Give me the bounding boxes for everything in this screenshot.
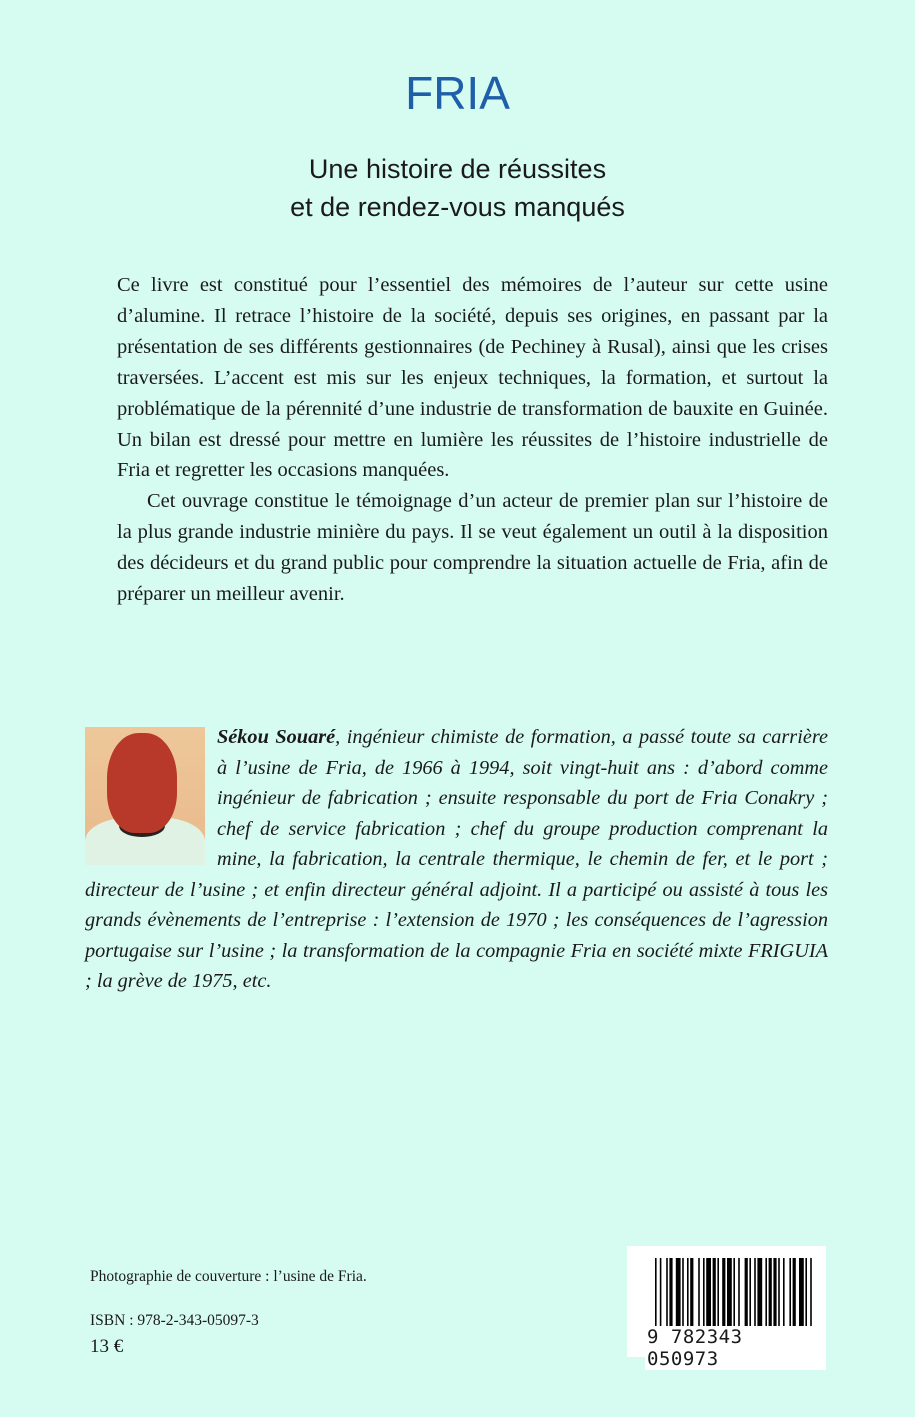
book-subtitle bbox=[0, 150, 915, 226]
barcode bbox=[627, 1246, 826, 1370]
author-bio bbox=[85, 722, 828, 997]
book-title: FRIA bbox=[405, 67, 510, 119]
author-name: Sékou Souaré bbox=[217, 726, 336, 748]
book-blurb bbox=[117, 270, 828, 610]
barcode-number: 9 782343 050973 bbox=[645, 1326, 826, 1370]
author-bio-text: , ingénieur chimiste de formation, a passé toute sa carrière à l’usine de Fria, de 1966 à 1994, soit vingt-huit ans : d’abord comme ingénieur de fabrication ; ensuite responsable du port de Fria Conakry ; chef de service fabrication ; chef du groupe production comprenant la mine, la fabrication, la centrale thermique, le chemin de fer, et le port ; directeur de l’usine ; et enfin directeur général adjoint. Il a participé ou assisté à tous les grands évènements de l’entreprise : l’extension de 1970 ; les conséquences de l’agression portugaise sur l’usine ; la transformation de la compagnie Fria en société mixte FRIGUIA ; la grève de 1975, etc. bbox=[85, 726, 828, 992]
isbn: ISBN : 978-2-343-05097-3 bbox=[90, 1312, 259, 1329]
blurb-paragraph: Cet ouvrage constitue le témoignage d’un acteur de premier plan sur l’histoire de la plus grande industrie minière du pays. Il se veut également un outil à la disposition des décideurs et du grand public pour comprendre la situation actuelle de Fria, afin de préparer un meilleur avenir. bbox=[117, 490, 828, 606]
price: 13 € bbox=[90, 1336, 124, 1357]
photo-credit: Photographie de couverture : l’usine de Fria. bbox=[90, 1268, 367, 1285]
blurb-paragraph: Ce livre est constitué pour l’essentiel des mémoires de l’auteur sur cette usine d’alumine. Il retrace l’histoire de la société, depuis ses origines, en passant par la présentation de ses différents gestionnaires (de Pechiney à Rusal), ainsi que les crises traversées. L’accent est mis sur les enjeux techniques, la formation, et surtout la problématique de la pérennité d’une industrie de transformation de bauxite en Guinée. Un bilan est dressé pour mettre en lumière les réussites de l’histoire industrielle de Fria et regretter les occasions manquées. bbox=[117, 274, 828, 482]
author-photo bbox=[85, 727, 205, 865]
subtitle-line-2: et de rendez-vous manqués bbox=[290, 192, 625, 222]
subtitle-line-1: Une histoire de réussites bbox=[308, 154, 607, 184]
